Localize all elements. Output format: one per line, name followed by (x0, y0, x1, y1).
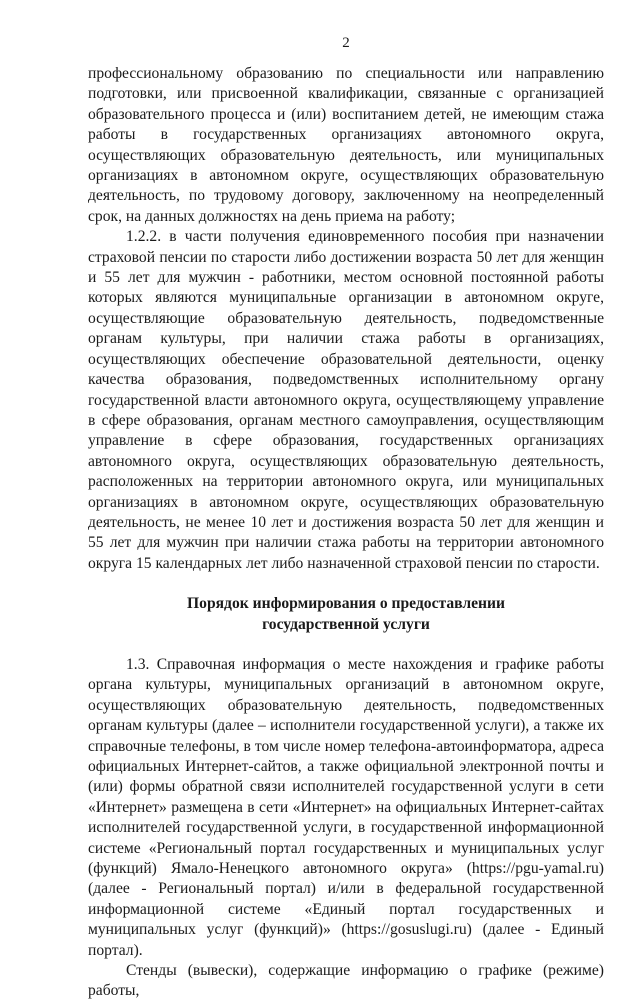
section-heading-line-2: государственной услуги (262, 615, 430, 633)
page-number: 2 (342, 35, 350, 51)
document-body (88, 64, 604, 1002)
section-heading (88, 594, 604, 635)
paragraph-continuation: профессиональному образованию по специальности или направлению подготовки, или присвоенной квалификации, связанные с организацией образовательного процесса и (или) воспитанием детей, не имеющим стажа работы в государственных организациях автономного округа, осуществляющих образовательную деятельность, или муниципальных организациях в автономном округе, осуществляющих образовательную деятельность, по трудовому договору, заключенному на неопределенный срок, на данных должностях на день приема на работу; (88, 65, 604, 225)
paragraph-stands: Стенды (вывески), содержащие информацию о графике (режиме) работы, (88, 962, 604, 1000)
section-heading-line-1: Порядок информирования о предоставлении (187, 595, 505, 613)
paragraph-1-2-2: 1.2.2. в части получения единовременного пособия при назначении страховой пенсии по старости либо достижении возраста 50 лет для женщин и 55 лет для мужчин - работники, местом основной постоянной работы которых являются муниципальные организации в автономном округе, осуществляющие образовательную деятельность, подведомственные органам культуры, при наличии стажа работы в организациях, осуществляющих обеспечение образовательной деятельности, оценку качества образования, подведомственных исполнительному органу государственной власти автономного округа, осуществляющему управление в сфере образования, органам местного самоуправления, осуществляющим управление в сфере образования, государственных организациях автономного округа, осуществляющих образовательную деятельность, расположенных на территории автономного округа, или муниципальных организациях в автономном округе, осуществляющих образовательную деятельность, не менее 10 лет и достижения возраста 50 лет для женщин и 55 лет для мужчин при наличии стажа работы на территории автономного округа 15 календарных лет либо назначенной страховой пенсии по старости. (88, 228, 604, 572)
paragraph-1-3: 1.3. Справочная информация о месте нахождения и графике работы органа культуры, муниципальных организаций в автономном округе, осуществляющих образовательную деятельность, подведомственных органам культуры (далее – исполнители государственной услуги), а также их справочные телефоны, в том числе номер телефона-автоинформатора, адреса официальных Интернет-сайтов, а также официальной электронной почты и (или) формы обратной связи исполнителей государственной услуги в сети «Интернет» размещена в сети «Интернет» на официальных Интернет-сайтах исполнителей государственной услуги, в государственной информационной системе «Региональный портал государственных и муниципальных услуг (функций) Ямало-Ненецкого автономного округа» (https://pgu-yamal.ru) (далее - Региональный портал) и/или в федеральной государственной информационной системе «Единый портал государственных и муниципальных услуг (функций)» (https://gosuslugi.ru) (далее - Единый портал). (88, 655, 604, 959)
